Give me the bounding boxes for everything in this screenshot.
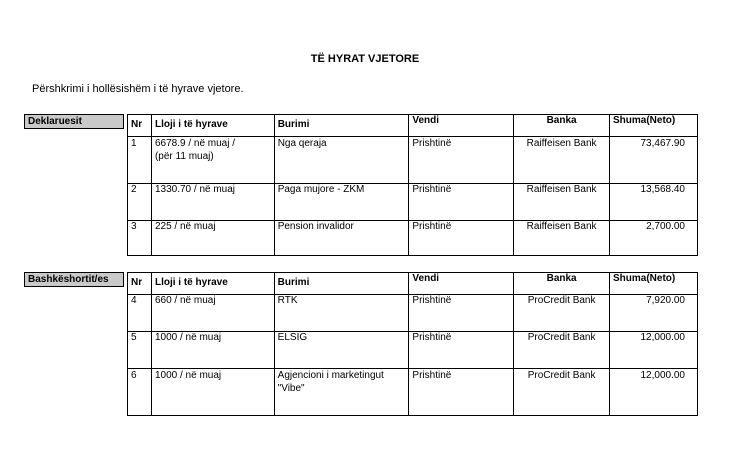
cell-vendi: Prishtinë [409,369,514,416]
table-row [128,184,698,221]
cell-burimi: Nga qeraja [274,137,409,184]
cell-banka: Raiffeisen Bank [514,137,610,184]
table-row [128,221,698,256]
cell-nr: 1 [128,137,152,184]
header-lloji: Lloji i të hyrave [151,273,274,295]
section-label-deklaruesi: Deklaruesit [24,114,124,129]
cell-lloji: 1000 / në muaj [151,332,274,369]
cell-vendi: Prishtinë [409,221,514,256]
cell-banka: ProCredit Bank [514,332,610,369]
header-nr: Nr [128,273,152,295]
cell-burimi: Agjencioni i marketingut "Vibe" [274,369,409,416]
cell-burimi: RTK [274,295,409,332]
header-shuma: Shuma(Neto) [610,273,698,295]
table-row [128,369,698,416]
cell-lloji: 1000 / në muaj [151,369,274,416]
header-burimi: Burimi [274,273,409,295]
cell-lloji: 660 / në muaj [151,295,274,332]
cell-vendi: Prishtinë [409,332,514,369]
cell-burimi: Pension invalidor [274,221,409,256]
cell-lloji: 1330.70 / në muaj [151,184,274,221]
income-table-bashkeshorti [127,272,698,416]
cell-banka: Raiffeisen Bank [514,184,610,221]
cell-shuma: 2,700.00 [610,221,698,256]
cell-nr: 5 [128,332,152,369]
cell-shuma: 13,568.40 [610,184,698,221]
table-row [128,295,698,332]
income-table-deklaruesi [127,114,698,256]
header-burimi: Burimi [274,115,409,137]
table-header-row [128,115,698,137]
header-vendi: Vendi [409,273,514,295]
header-vendi: Vendi [409,115,514,137]
cell-nr: 4 [128,295,152,332]
cell-shuma: 12,000.00 [610,332,698,369]
cell-vendi: Prishtinë [409,137,514,184]
header-shuma: Shuma(Neto) [610,115,698,137]
header-nr: Nr [128,115,152,137]
header-lloji: Lloji i të hyrave [151,115,274,137]
cell-burimi: ELSIG [274,332,409,369]
cell-banka: ProCredit Bank [514,369,610,416]
table-row [128,332,698,369]
section-label-bashkeshorti: Bashkëshortit/es [24,272,124,287]
cell-nr: 6 [128,369,152,416]
table-header-row [128,273,698,295]
cell-nr: 3 [128,221,152,256]
cell-lloji: 225 / në muaj [151,221,274,256]
cell-shuma: 7,920.00 [610,295,698,332]
cell-nr: 2 [128,184,152,221]
cell-shuma: 12,000.00 [610,369,698,416]
cell-banka: ProCredit Bank [514,295,610,332]
page-subtitle: Përshkrimi i hollësishëm i të hyrave vjetore. [32,83,244,95]
cell-shuma: 73,467.90 [610,137,698,184]
page-title: TË HYRAT VJETORE [310,53,420,65]
cell-lloji: 6678.9 / në muaj / (për 11 muaj) [151,137,274,184]
header-banka: Banka [514,273,610,295]
header-banka: Banka [514,115,610,137]
cell-vendi: Prishtinë [409,295,514,332]
cell-banka: Raiffeisen Bank [514,221,610,256]
cell-burimi: Paga mujore - ZKM [274,184,409,221]
cell-vendi: Prishtinë [409,184,514,221]
table-row [128,137,698,184]
